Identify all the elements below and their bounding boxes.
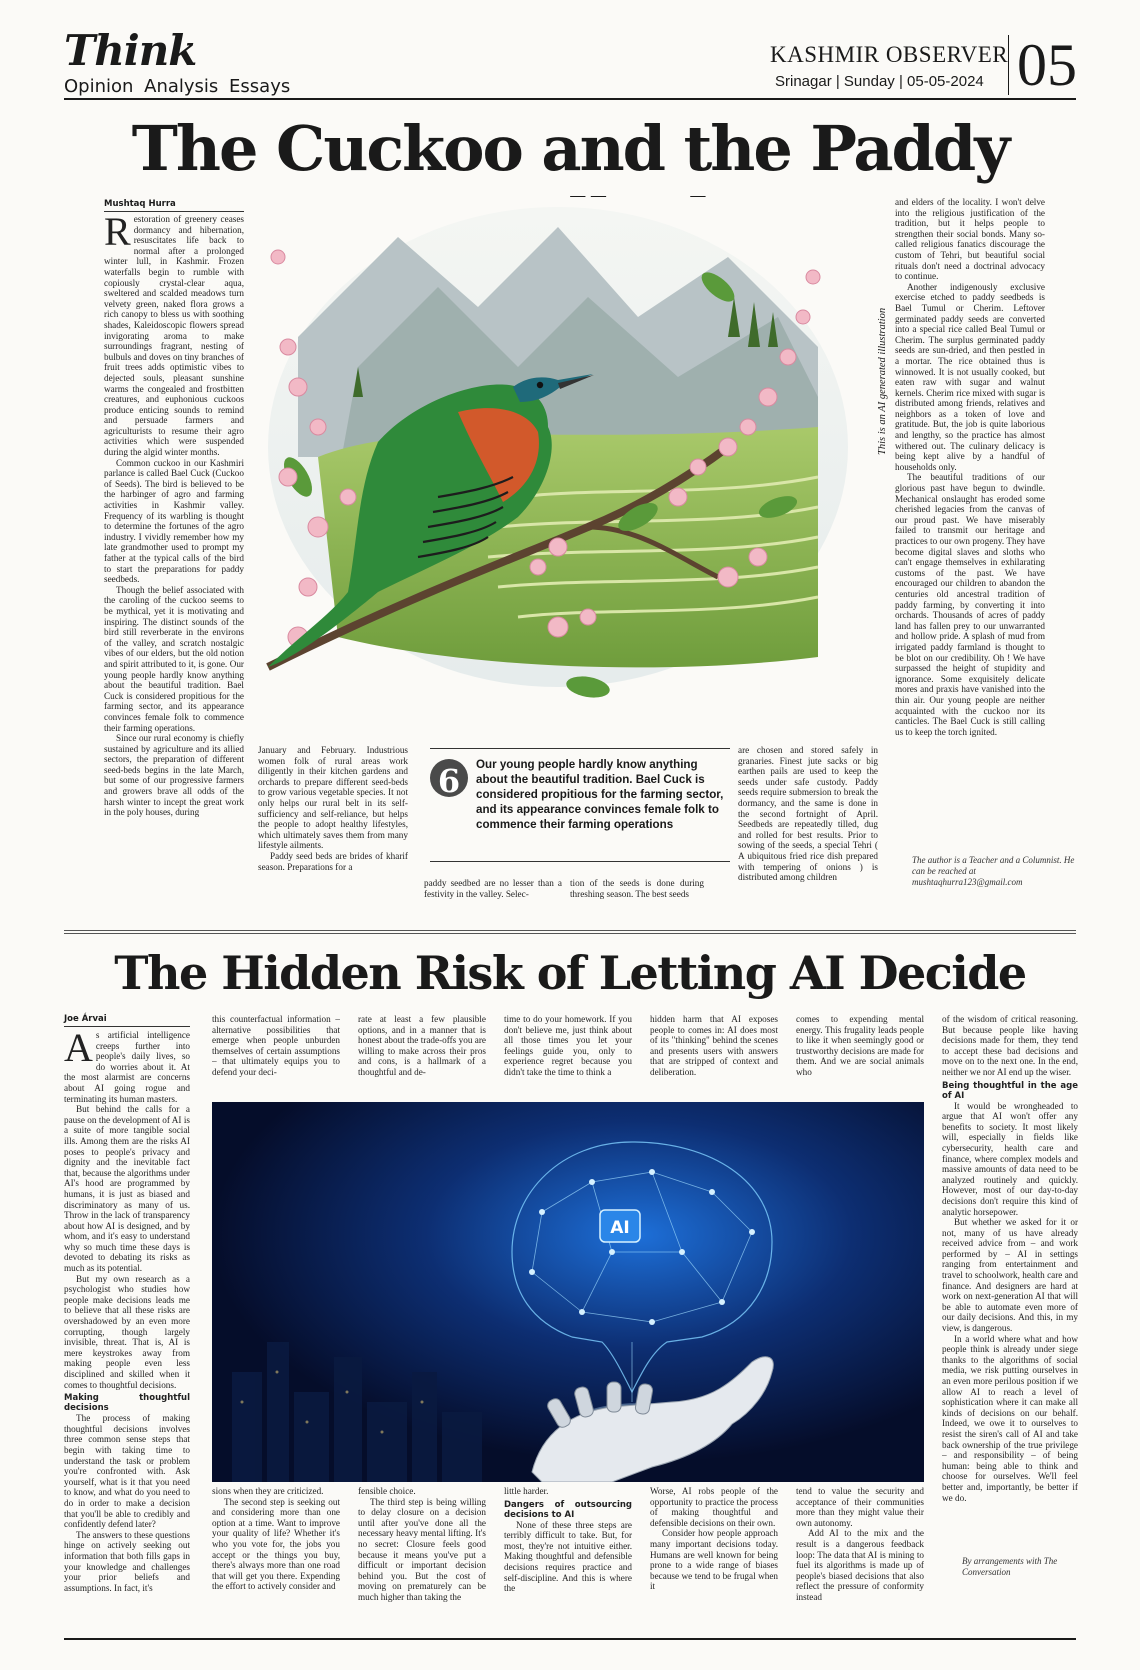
article2-top-col-6: comes to expending mental energy. This frugality leads people to like it when seemingly good or trustworthy decisions are made for them. And we are social animals who — [796, 1014, 924, 1077]
article1-column-3: paddy seedbed are no lesser than a festivity in the valley. Selec- — [424, 878, 562, 899]
article1-author-bio: The author is a Teacher and a Columnist. He can be reached at mushtaqhurra123@gmail.com — [912, 855, 1075, 887]
section-title: Think — [64, 26, 197, 75]
dateline: Srinagar | Sunday | 05-05-2024 — [775, 73, 984, 90]
pull-quote-text: Our young people hardly know anything about the beautiful tradition. Bael Cuck is considered propitious for the farming sector, and its appearance convinces female folk to commence their farming operations — [476, 758, 724, 831]
article2-bottom-col-6: tend to value the security and acceptance of their communities more than they might value their own autonomy. Add AI to the mix and the result is a dangerous feedback loop: The data that AI is mining to fuel its algorithms is made up of people's biased decisions that also reflect the pressure of conformity instead — [796, 1486, 924, 1602]
cuckoo-illustration — [258, 197, 858, 737]
article1-byline: Mushtaq Hurra — [104, 199, 244, 212]
article2-bottom-col-4: little harder. Dangers of outsourcing decisions to AI None of these three steps are terribly difficult to take. But, for most, they're not intuitive either. Making thoughtful and defensible decisions requires practice and self-discipline. And this is where the — [504, 1486, 632, 1594]
section-subtitle: Opinion Analysis Essays — [64, 76, 291, 97]
article2-bottom-col-2: sions when they are criticized. The second step is seeking out and considering more than one option at a time. Want to improve your quality of life? Whether it's who you vote for, the jobs you accept or the things you buy, there's always more than one road that will get you there. Expending the effort to actively consider and — [212, 1486, 340, 1592]
ai-brain-illustration — [212, 1102, 924, 1482]
subhead-thoughtful-decisions: Making thoughtful decisions — [64, 1393, 190, 1414]
pull-quote — [430, 748, 730, 862]
article1-column-5: are chosen and stored safely in granaries. Finest jute sacks or big earthen pails are used to keep the seeds under safe custody. Paddy seeds require submersion to break the dormancy, and the same is done in the second fortnight of April. Seedbeds are repeatedly tilled, dug and rolled for best results. Prior to sowing of the seeds, a special Tehri ( A ubiquitous fried rice dish prepared with tempering of onions ) is distributed among children — [738, 745, 878, 883]
page-number: 05 — [1008, 35, 1077, 95]
article2-bottom-col-5: Worse, AI robs people of the opportunity to practice the process of making thoughtful and defensible decisions on their own. Consider how people approach many important decisions today. Humans are well known for being prone to a wide range of biases because we tend to be frugal when it — [650, 1486, 778, 1592]
article2-top-col-4: time to do your homework. If you don't believe me, just think about all those times you let your feelings guide you, only to experience regret because you didn't take the time to think a — [504, 1014, 632, 1077]
article1-column-6: and elders of the locality. I won't delve into the religious justification of the tradition, but it helps people to strengthen their social bonds. Many so-called religious fanatics discourage the custom of Tehri, but beautiful social rituals don't need a doctrinal advocacy to continue. Another indigenously exclusive exercise etched to paddy seedbeds is Bael Tumul or Cherim. Leftover germinated paddy seeds are converted into a special rice called Beal Tumul or Cherim. The surplus germinated paddy seeds are sun-dried, and then pestled in a mortar. The rice obtained thus is winnowed. It is not usually cooked, but eaten raw with sugar and walnut kernels. Cherim rice mixed with sugar is distributed among friends, relatives and neighbors as a token of love and gratitude. But, the job is quite laborious and lengthy, so the practice has almost withered out. The culinary delicacy is being kept alive by a handful of households only. The beautiful traditions of our glorious past have begun to dwindle. Mechanical onslaught has eroded some cherished legacies from the canvas of our proud past. We have miserably failed to transmit our heritage and practices to our own progeny. They have become digital slaves and sloths who can't engage themselves in exhilarating customs of the past. We have encouraged our children to abandon the centuries old ancestral tradition of paddy farming, by converting it into orchards. Thousands of acres of paddy land has fallen prey to our unwarranted and hollow pride. A splash of mud from irrigated paddy farmland is thought to be blot on our credibility. Oh ! We have surpassed the height of stupidity and ignorance. Some exquisitely delicate mores and praxis have vanished into the thin air. Our young people are neither acquainted with the cuckoo nor its canticles. The Bael Cuck is still calling us to keep the torch ignited. — [895, 197, 1045, 737]
ai-chip-label: AI — [610, 1218, 630, 1238]
article2-column-right: of the wisdom of critical reasoning. But because people like having decisions made for them, they tend to accept these bad decisions and move on to the next one. In the end, neither we nor AI end up the wiser. Being thoughtful in the age of AI It would be wrongheaded to argue that AI won't offer any benefits to society. It most likely will, especially in fields like cybersecurity, health care and finance, where complex models and massive amounts of data need to be analyzed routinely and quickly. However, most of our day-to-day decisions don't require this kind of analytic horsepower. But whether we asked for it or not, many of us have already received advice from – and work performed by – AI in settings ranging from entertainment and travel to schoolwork, health care and finance. And designers are hard at work on next-generation AI that will be able to automate even more of our daily decisions. And this, in my view, is dangerous. In a world where what and how people think is already under siege thanks to the algorithms of social media, we risk putting ourselves in an even more perilous position if we allow AI to reach a level of sophistication where it can make all kinds of decisions on our behalf. Indeed, we owe it to ourselves to resist the siren's call of AI and take back ownership of the true privilege – and responsibility – of being human: being able to think and choose for ourselves. We'll feel better and, importantly, be better if we do. — [942, 1014, 1078, 1503]
article2-bottom-col-3: fensible choice. The third step is being willing to delay closure on a decision until after you've done all the necessary heavy mental lifting. It's no secret: Closure feels good because it means you've put a difficult or important decision behind you. But the cost of moving on prematurely can be much higher than taking the — [358, 1486, 486, 1602]
article2-top-col-2: this counterfactual information – alternative possibilities that emerge when people unburden themselves of certain assumptions – that ultimately equips you to defend your deci- — [212, 1014, 340, 1077]
subhead-dangers: Dangers of outsourcing decisions to AI — [504, 1499, 632, 1520]
article2-headline: The Hidden Risk of Letting AI Decide — [114, 946, 1026, 1000]
illustration-credit: This is an AI generated illustration — [877, 307, 888, 455]
article2-byline: Joe Árvai — [64, 1014, 190, 1027]
article1-headline: The Cuckoo and the Paddy — [131, 112, 1009, 185]
masthead: KASHMIR OBSERVER — [770, 42, 1009, 67]
article1-column-1: R estoration of greenery ceases dormancy and hibernation, resuscitates life back to normal after a prolonged winter lull, in Kashmir. Frozen waterfalls begin to rumble with copiously crystal-clear aqua, sweltered and scalded meadows turn velvety green, naked flora grows a rich canopy to bless us with soothing shades, Kaleidoscopic flowers spread invigorating aroma to make surroundings fragrant, nesting of bulbuls and doves on tiny branches of fruit trees adds optimistic vibes to dejected souls, pleasant sunshine warms the congealed and frostbitten creatures, and euphonious cuckoos produce enticing sounds to remind and persuade farmers and agriculturists to resume their agro activities which were suspended during the algid winter months. Common cuckoo in our Kashmiri parlance is called Bael Cuck (Cuckoo of Seeds). The bird is believed to be the harbinger of agro and farming activities in Kashmir valley. Frequency of its warbling is thought to determine the fortunes of the agro industry. I vividly remember how my late grandmother used to prompt my father at the typical calls of the bird to start the preparations for paddy seedbeds. Though the belief associated with the caroling of the cuckoo seems to be mythical, yet it is motivating and inspiring. The distinct sounds of the bird still reverberate in the environs of the valley, and scratch nostalgic vibes of our elders, but the old notion and spirit attributed to it, is gone. Our young people hardly know anything about the beautiful tradition. Bael Cuck is considered propitious for the farming sector, and its appearance convinces female folk to commence their farming operations. Since our rural economy is chiefly sustained by agriculture and its allied sectors, the preparation of different seed-beds begins in the late March, but some of our progressive farmers and growers brave all odds of the harsh winter to incept the great work in the poly houses, during — [104, 214, 244, 818]
article2-dropcap: A — [64, 1030, 93, 1070]
quote-mark-icon: 6 — [430, 759, 468, 797]
footer-rule — [64, 1638, 1076, 1640]
article1-column-4: tion of the seeds is done during threshing season. The best seeds — [570, 878, 704, 899]
subhead-age-of-ai: Being thoughtful in the age of AI — [942, 1080, 1078, 1101]
article-divider — [64, 930, 1076, 934]
article2-top-col-5: hidden harm that AI exposes people to comes in: AI does most of its "thinking" behind the scenes and presents users with answers that are stripped of context and deliberation. — [650, 1014, 778, 1077]
header-rule — [64, 98, 1076, 100]
article1-column-2: January and February. Industrious women folk of rural areas work diligently in their kitchen gardens and orchards to prepare different seed-beds to grow various vegetable species. It not only helps our rural belt in its self-sufficiency and self-reliance, but helps the people to adopt healthy lifestyles, which ultimately saves them from many lifestyle ailments. Paddy seed beds are brides of kharif season. Preparations for a — [258, 745, 408, 872]
article2-source-note: By arrangements with The Conversation — [962, 1556, 1058, 1577]
article2-column-1: A s artificial intelligence creeps further into people's daily lives, so do worries about it. At the most alarmist are concerns about AI going rogue and terminating its human masters. But behind the calls for a pause on the development of AI is a suite of more tangible social ills. Among them are the risks AI poses to people's privacy and dignity and the inevitable fact that, because the algorithms under AI's hood are programmed by humans, it is just as biased and discriminatory as many of us. Throw in the lack of transparency about how AI is designed, and by whom, and it's easy to understand why so much time these days is devoted to debating its risks as much as its potential. But my own research as a psychologist who studies how people make decisions leads me to believe that all these risks are overshadowed by an even more corrupting, though largely invisible, threat. That is, AI is mere keystrokes away from making people even less disciplined and skilled when it comes to thoughtful decisions. Making thoughtful decisions The process of making thoughtful decisions involves three common sense steps that begin with taking time to understand the task or problem you're confronted with. Ask yourself, what is it that you need to know, and what do you need to do in order to make a decision that you'll be able to credibly and confidently defend later? The answers to these questions hinge on actively seeking out information that both fills gaps in your knowledge and challenges your prior beliefs and assumptions. In fact, it's — [64, 1030, 190, 1593]
article1-dropcap: R — [104, 214, 131, 254]
article2-top-col-3: rate at least a few plausible options, and in a manner that is honest about the trade-offs you are willing to make across their pros and cons, is a hallmark of a thoughtful and de- — [358, 1014, 486, 1077]
